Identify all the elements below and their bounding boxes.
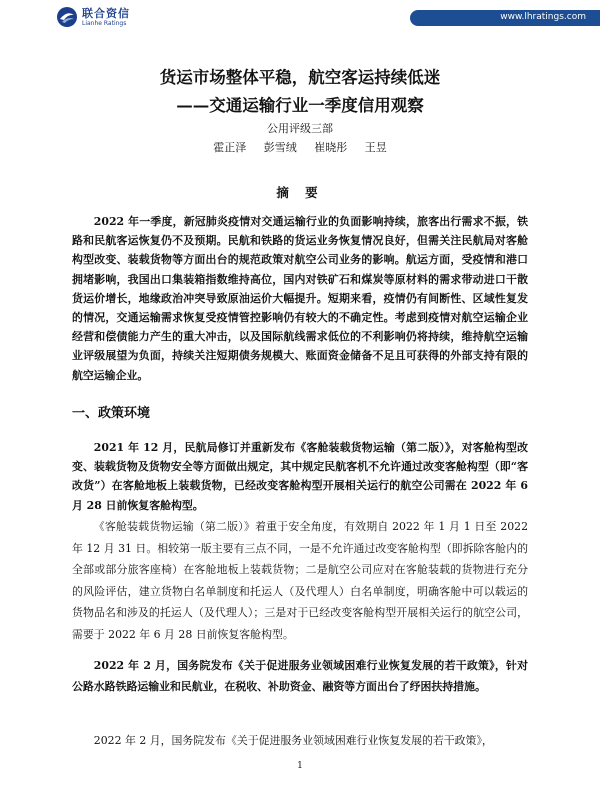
body-paragraph: 2021 年 12 月，民航局修订并重新发布《客舱装载货物运输（第二版）》，对客舱构型改变、装载货物及货物安全等方面做出规定，其中规定民航客机不允许通过改变客舱构型（即“客改货”）在客舱地板上装载货物，已经改变客舱构型开展相关运行的航空公司需在 2022 年 6 月 28 日前恢复客舱构型。 [72, 441, 528, 512]
abstract-heading: 摘 要 [276, 185, 324, 200]
department: 公用评级三部 [267, 122, 333, 135]
logo-chinese-text: 联合资信 [82, 6, 130, 20]
author-name: 王昱 [364, 141, 387, 154]
abstract-paragraph: 2022 年一季度，新冠肺炎疫情对交通运输行业的负面影响持续，旅客出行需求不振，铁路和民航客运恢复仍不及预期。民航和铁路的货运业务恢复情况良好，但需关注民航局对客舱构型改变、装载货物等方面出台的规范政策对航空公司业务的影响。航运方面，受疫情和港口拥堵影响，我国出口集装箱指数维持高位，国内对铁矿石和煤炭等原材料的需求带动进口干散货运价增长，地缘政治冲突导致原油运价大幅提升。短期来看，疫情仍有间断性、区域性复发的情况，交通运输需求恢复受疫情管控影响仍有较大的不确定性。考虑到疫情对航空运输企业经营和偿债能力产生的重大冲击，以及国际航线需求低位的不利影响仍将持续，维持航空运输业评级展望为负面，持续关注短期债务规模大、账面资金储备不足且可获得的外部支持有限的航空运输企业。 [72, 215, 528, 382]
page-header [0, 0, 600, 38]
author-name: 崔晓彤 [314, 141, 348, 154]
section-heading-policy: 一、政策环境 [72, 406, 151, 421]
lianhe-logo-icon [56, 6, 78, 28]
author-list [0, 139, 600, 155]
body-paragraph: 2022 年 2 月，国务院发布《关于促进服务业领域困难行业恢复发展的若干政策》， [93, 734, 493, 747]
document-title: 货运市场整体平稳，航空客运持续低迷 [159, 68, 441, 87]
page-number: 1 [297, 761, 303, 771]
company-logo [56, 6, 130, 28]
body-paragraph: 《客舱装载货物运输（第二版）》着重于安全角度，有效期自 2022 年 1 月 1 日至 2022 年 12 月 31 日。相较第一版主要有三点不同，一是不允许通过改变客舱构型（即拆除客舱内的全部或部分旅客座椅）在客舱地板上装载货物；二是航空公司应对在客舱装载的货物进行充分的风险评估，建立货物白名单制度和托运人（及代理人）白名单制度，明确客舱中可以载运的货物品名和涉及的托运人（及代理人）；三是对于已经改变客舱构型开展相关运行的航空公司，需要于 2022 年 6 月 28 日前恢复客舱构型。 [72, 520, 528, 641]
website-banner [410, 10, 600, 26]
author-name: 霍正泽 [213, 141, 247, 154]
logo-english-text: Lianhe Ratings [82, 19, 127, 27]
author-name: 彭雪绒 [263, 141, 297, 154]
body-paragraph: 2022 年 2 月，国务院发布《关于促进服务业领域困难行业恢复发展的若干政策》，针对公路水路铁路运输业和民航业，在税收、补助资金、融资等方面出台了纾困扶持措施。 [72, 659, 528, 693]
website-url[interactable]: www.lhratings.com [500, 12, 586, 22]
document-subtitle: ——交通运输行业一季度信用观察 [176, 96, 424, 115]
